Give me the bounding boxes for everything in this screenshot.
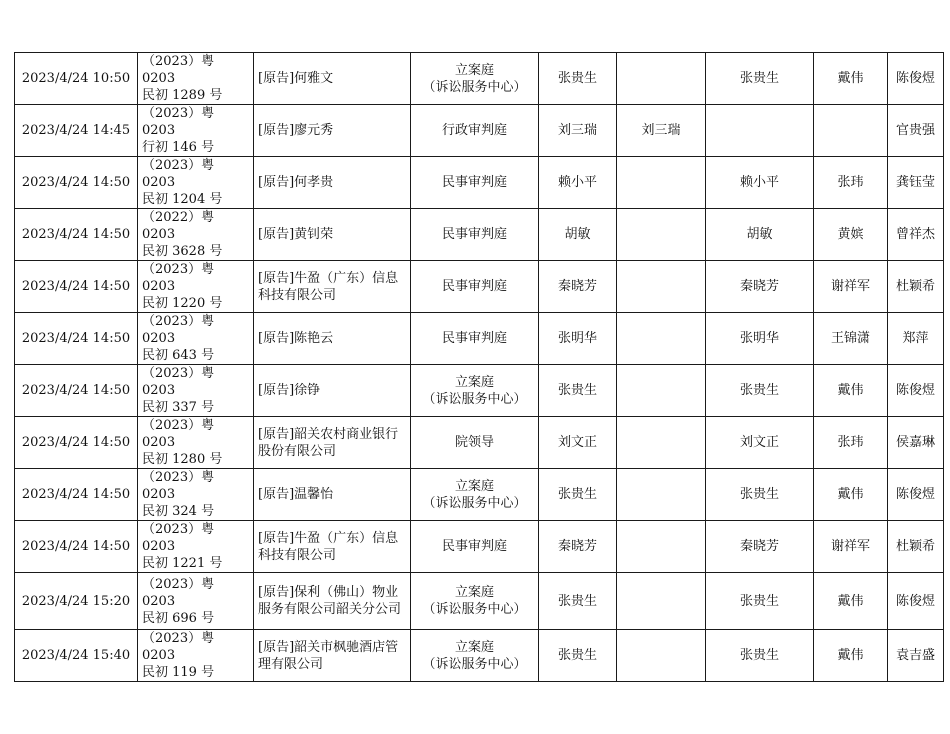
clerk-cell: 官贵强	[888, 105, 944, 157]
name-cell-8: 张玮	[814, 417, 888, 469]
table-row	[15, 209, 944, 261]
name-cell-6: 刘三瑞	[617, 105, 706, 157]
table-row	[15, 630, 944, 682]
name-cell-7	[706, 105, 814, 157]
hearing-time-cell: 2023/4/24 14:50	[15, 157, 138, 209]
hearing-schedule-table	[14, 52, 944, 682]
clerk-cell: 陈俊煜	[888, 573, 944, 630]
clerk-cell: 曾祥杰	[888, 209, 944, 261]
case-number-cell: （2023）粤 0203 行初 146 号	[138, 105, 254, 157]
presiding-judge-cell: 张贵生	[539, 630, 617, 682]
name-cell-6	[617, 365, 706, 417]
name-cell-8: 谢祥军	[814, 261, 888, 313]
table-row	[15, 521, 944, 573]
presiding-judge-cell: 张贵生	[539, 365, 617, 417]
name-cell-7: 张贵生	[706, 53, 814, 105]
court-division-cell: 民事审判庭	[411, 157, 539, 209]
presiding-judge-cell: 胡敏	[539, 209, 617, 261]
case-number-cell: （2023）粤 0203 民初 696 号	[138, 573, 254, 630]
name-cell-7: 秦晓芳	[706, 261, 814, 313]
case-number-cell: （2023）粤 0203 民初 119 号	[138, 630, 254, 682]
clerk-cell: 杜颖希	[888, 261, 944, 313]
case-number-cell: （2023）粤 0203 民初 337 号	[138, 365, 254, 417]
court-division-cell: 民事审判庭	[411, 261, 539, 313]
case-number-cell: （2023）粤 0203 民初 1221 号	[138, 521, 254, 573]
table-row	[15, 53, 944, 105]
party-cell: [原告]保利（佛山）物业服务有限公司韶关分公司	[254, 573, 411, 630]
name-cell-6	[617, 573, 706, 630]
hearing-time-cell: 2023/4/24 14:45	[15, 105, 138, 157]
name-cell-6	[617, 469, 706, 521]
court-division-cell: 立案庭 （诉讼服务中心）	[411, 53, 539, 105]
clerk-cell: 龚钰莹	[888, 157, 944, 209]
table-row	[15, 157, 944, 209]
party-cell: [原告]牛盈（广东）信息科技有限公司	[254, 521, 411, 573]
table-row	[15, 573, 944, 630]
court-division-cell: 民事审判庭	[411, 521, 539, 573]
clerk-cell: 袁吉盛	[888, 630, 944, 682]
hearing-time-cell: 2023/4/24 14:50	[15, 469, 138, 521]
presiding-judge-cell: 刘文正	[539, 417, 617, 469]
presiding-judge-cell: 赖小平	[539, 157, 617, 209]
case-number-cell: （2023）粤 0203 民初 1220 号	[138, 261, 254, 313]
name-cell-8: 谢祥军	[814, 521, 888, 573]
case-number-cell: （2023）粤 0203 民初 1204 号	[138, 157, 254, 209]
name-cell-7: 张贵生	[706, 630, 814, 682]
party-cell: [原告]黄钊荣	[254, 209, 411, 261]
table-row	[15, 261, 944, 313]
name-cell-8: 张玮	[814, 157, 888, 209]
name-cell-8	[814, 105, 888, 157]
presiding-judge-cell: 秦晓芳	[539, 521, 617, 573]
clerk-cell: 陈俊煜	[888, 365, 944, 417]
court-division-cell: 行政审判庭	[411, 105, 539, 157]
hearing-time-cell: 2023/4/24 14:50	[15, 261, 138, 313]
party-cell: [原告]何雅文	[254, 53, 411, 105]
presiding-judge-cell: 张贵生	[539, 469, 617, 521]
name-cell-8: 戴伟	[814, 469, 888, 521]
table-row	[15, 417, 944, 469]
court-division-cell: 民事审判庭	[411, 313, 539, 365]
party-cell: [原告]韶关市枫驰酒店管理有限公司	[254, 630, 411, 682]
name-cell-8: 戴伟	[814, 365, 888, 417]
name-cell-7: 胡敏	[706, 209, 814, 261]
table-row	[15, 105, 944, 157]
hearing-time-cell: 2023/4/24 10:50	[15, 53, 138, 105]
name-cell-7: 赖小平	[706, 157, 814, 209]
party-cell: [原告]牛盈（广东）信息科技有限公司	[254, 261, 411, 313]
party-cell: [原告]徐铮	[254, 365, 411, 417]
name-cell-8: 王锦潇	[814, 313, 888, 365]
court-division-cell: 立案庭 （诉讼服务中心）	[411, 573, 539, 630]
clerk-cell: 郑萍	[888, 313, 944, 365]
party-cell: [原告]何孝贵	[254, 157, 411, 209]
party-cell: [原告]温馨怡	[254, 469, 411, 521]
court-division-cell: 立案庭 （诉讼服务中心）	[411, 365, 539, 417]
presiding-judge-cell: 张明华	[539, 313, 617, 365]
name-cell-6	[617, 313, 706, 365]
hearing-time-cell: 2023/4/24 14:50	[15, 209, 138, 261]
hearing-time-cell: 2023/4/24 14:50	[15, 521, 138, 573]
name-cell-7: 张贵生	[706, 573, 814, 630]
name-cell-8: 黄嫔	[814, 209, 888, 261]
clerk-cell: 杜颖希	[888, 521, 944, 573]
party-cell: [原告]廖元秀	[254, 105, 411, 157]
case-number-cell: （2023）粤 0203 民初 324 号	[138, 469, 254, 521]
name-cell-7: 张贵生	[706, 365, 814, 417]
presiding-judge-cell: 刘三瑞	[539, 105, 617, 157]
name-cell-6	[617, 157, 706, 209]
party-cell: [原告]陈艳云	[254, 313, 411, 365]
hearing-time-cell: 2023/4/24 15:40	[15, 630, 138, 682]
case-number-cell: （2023）粤 0203 民初 643 号	[138, 313, 254, 365]
court-division-cell: 立案庭 （诉讼服务中心）	[411, 469, 539, 521]
hearing-time-cell: 2023/4/24 14:50	[15, 313, 138, 365]
table-row	[15, 313, 944, 365]
name-cell-8: 戴伟	[814, 573, 888, 630]
case-number-cell: （2023）粤 0203 民初 1289 号	[138, 53, 254, 105]
court-division-cell: 院领导	[411, 417, 539, 469]
court-division-cell: 立案庭 （诉讼服务中心）	[411, 630, 539, 682]
party-cell: [原告]韶关农村商业银行股份有限公司	[254, 417, 411, 469]
name-cell-7: 张明华	[706, 313, 814, 365]
case-number-cell: （2023）粤 0203 民初 1280 号	[138, 417, 254, 469]
name-cell-6	[617, 209, 706, 261]
name-cell-8: 戴伟	[814, 630, 888, 682]
name-cell-7: 秦晓芳	[706, 521, 814, 573]
name-cell-6	[617, 630, 706, 682]
presiding-judge-cell: 张贵生	[539, 573, 617, 630]
name-cell-7: 张贵生	[706, 469, 814, 521]
table-row	[15, 469, 944, 521]
table-body	[15, 53, 944, 682]
hearing-time-cell: 2023/4/24 14:50	[15, 365, 138, 417]
name-cell-6	[617, 261, 706, 313]
name-cell-6	[617, 521, 706, 573]
hearing-time-cell: 2023/4/24 14:50	[15, 417, 138, 469]
hearing-time-cell: 2023/4/24 15:20	[15, 573, 138, 630]
court-division-cell: 民事审判庭	[411, 209, 539, 261]
name-cell-6	[617, 417, 706, 469]
name-cell-7: 刘文正	[706, 417, 814, 469]
table-row	[15, 365, 944, 417]
clerk-cell: 陈俊煜	[888, 53, 944, 105]
clerk-cell: 侯嘉琳	[888, 417, 944, 469]
presiding-judge-cell: 秦晓芳	[539, 261, 617, 313]
presiding-judge-cell: 张贵生	[539, 53, 617, 105]
case-number-cell: （2022）粤 0203 民初 3628 号	[138, 209, 254, 261]
clerk-cell: 陈俊煜	[888, 469, 944, 521]
name-cell-8: 戴伟	[814, 53, 888, 105]
name-cell-6	[617, 53, 706, 105]
